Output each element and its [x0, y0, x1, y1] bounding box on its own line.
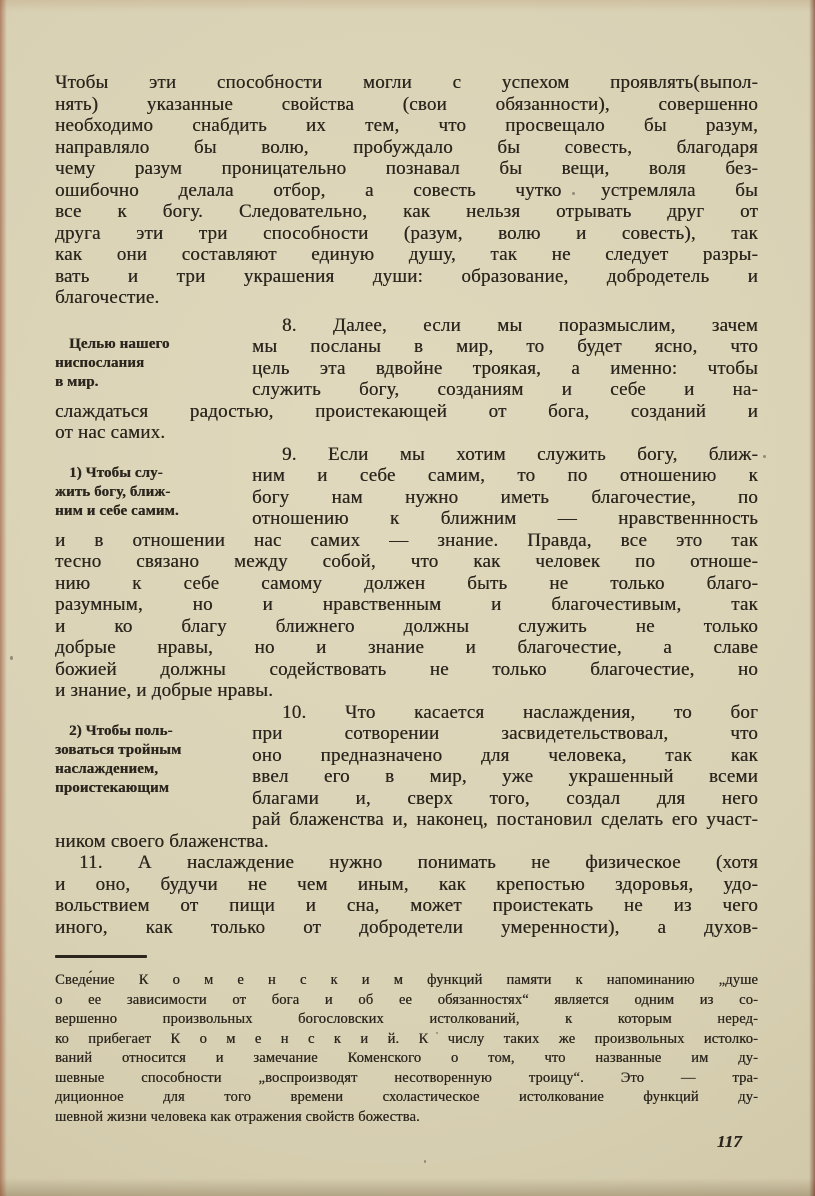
paragraph-8: 8. Далее, если мы поразмыслим, зачем мы посланы в мир, то будет ясно, что цель эта вдвойне троякая, а именно: чтобы служить богу, созданиям и себе и на- слаждаться радостью, проистекающей от бога, созданий и от нас самих.: [55, 314, 758, 443]
section-11: [55, 852, 758, 938]
paper-speck: [10, 656, 13, 660]
paper-speck: [572, 192, 575, 195]
paragraph-10: 10. Что касается наслаждения, то бог при сотворении засвидетельствовал, что оно предназначено для человека, так как ввел его в мир, уже украшенный всеми благами и, сверх того, создал для него рай блаженства и, наконец, постановил сделать его участ- ником своего блаженства.: [55, 701, 758, 852]
page-number: 117: [716, 1132, 742, 1151]
footnote-text: Сведе́ние К о м е н с к и м функций памяти к напоминанию „душе о ее зависимости от бога и об ее обязанностях“ является одним из со- вершенно произвольных богословских истолкований, к которым неред- ко прибегает К о м е н с к и й. К числу таких же произвольных истолко- ваний относится и замечание Коменского о том, что названные им ду- шевные способности „воспроизводят несотворенную троицу“. Это — тра- диционное для того времени схоластическое истолкование функций ду- шевной жизни человека как отражения свойств божества.: [55, 972, 758, 1125]
margin-note-serve: 1) Чтобы слу- жить богу, ближ- ним и себе самим.: [55, 464, 179, 519]
section-9: [55, 444, 758, 702]
paragraph-11: 11. А наслаждение нужно понимать не физическое (хотя и оно, будучи не чем иным, как крепостью здоровья, удо- вольствием от пищи и сна, может проистекать не из чего иного, как только от добродетели умеренности), а духов-: [55, 852, 758, 938]
paragraph-9: 9. Если мы хотим служить богу, ближ- ним и себе самим, то по отношению к богу нам нужно иметь благочестие, по отношению к ближним — нравственнность и в отношении нас самих — знание. Правда, все это так тесно связано между собой, что как человек по отноше- нию к себе самому должен быть не только благо- разумным, но и нравственным и благочестивым, так и ко благу ближнего должны служить не только добрые нравы, но и знание и благочестие, а славе божией должны содействовать не только благочестие, но и знание, и добрые нравы.: [55, 443, 758, 701]
margin-note-purpose: Целью нашего ниспослания в мир.: [55, 335, 170, 390]
page-content: [55, 72, 758, 1153]
footnote-separator: [55, 955, 147, 958]
margin-note-enjoy: 2) Чтобы поль- зоваться тройным наслаждением, проистекающим: [55, 722, 182, 796]
body-paragraph-continuation: Чтобы эти способности могли с успехом проявлять(выпол- нять) указанные свойства (свои обязанности), совершенно необходимо снабдить их тем, что просвещало бы разум, направляло бы волю, пробуждало бы совесть, благодаря чему разум проницательно познавал бы вещи, воля без- ошибочно делала отбор, а совесть чутко устремляла бы все к богу. Следовательно, как нельзя отрывать друг от друга эти три способности (разум, волю и совесть), так как они составляют единую душу, так не следует разры- вать и три украшения души: образование, добродетель и благочестие.: [55, 72, 758, 308]
section-8: [55, 315, 758, 444]
paper-speck: [424, 1160, 426, 1163]
paper-speck: [763, 455, 766, 458]
section-10: [55, 702, 758, 853]
paper-speck: [436, 1032, 438, 1034]
